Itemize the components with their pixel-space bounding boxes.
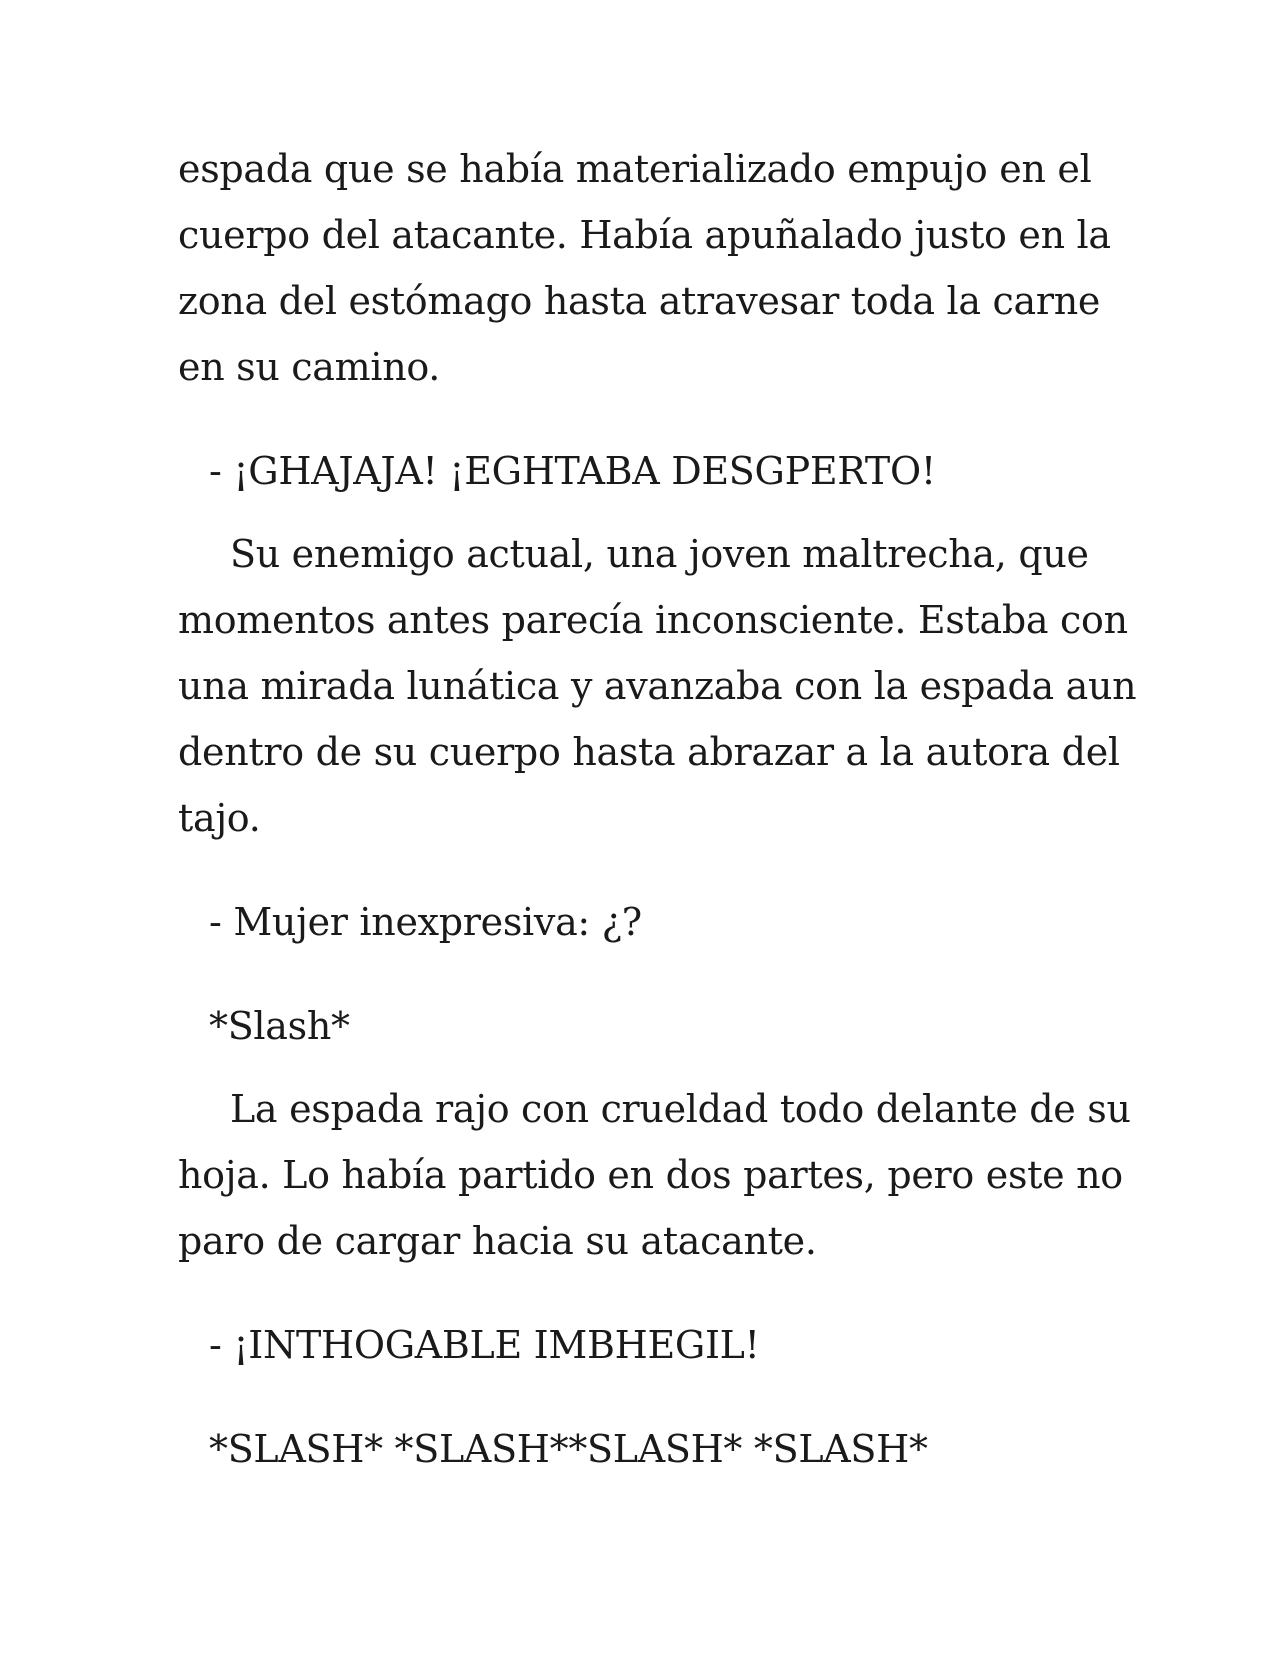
text-line: espada que se había materializado empujo en el <box>178 147 1092 191</box>
dialogue-line: - ¡GHAJAJA! ¡EGHTABA DESGPERTO! <box>209 449 936 493</box>
text-line: tajo. <box>178 796 261 840</box>
text-line: dentro de su cuerpo hasta abrazar a la autora del <box>178 730 1120 774</box>
sound-effect-line: *Slash* <box>209 1004 350 1048</box>
text-line: cuerpo del atacante. Había apuñalado justo en la <box>178 213 1111 257</box>
text-column <box>178 136 1137 1499</box>
paragraph-3 <box>178 1076 1131 1274</box>
text-line: en su camino. <box>178 345 441 389</box>
text-line: zona del estómago hasta atravesar toda la carne <box>178 279 1101 323</box>
paragraph-1 <box>178 136 1118 400</box>
text-line: momentos antes parecía inconsciente. Estaba con <box>178 598 1128 642</box>
sound-effect-line: *SLASH* *SLASH**SLASH* *SLASH* <box>209 1427 928 1471</box>
text-line: hoja. Lo había partido en dos partes, pero este no <box>178 1153 1123 1197</box>
text-line: una mirada lunática y avanzaba con la espada aun <box>178 664 1137 708</box>
dialogue-line: - Mujer inexpresiva: ¿? <box>209 900 642 944</box>
text-line: La espada rajo con crueldad todo delante de su <box>230 1087 1131 1131</box>
paragraph-2 <box>178 521 1137 851</box>
text-line: paro de cargar hacia su atacante. <box>178 1219 817 1263</box>
text-line: Su enemigo actual, una joven maltrecha, que <box>230 532 1089 576</box>
dialogue-line: - ¡INTHOGABLE IMBHEGIL! <box>209 1323 760 1367</box>
